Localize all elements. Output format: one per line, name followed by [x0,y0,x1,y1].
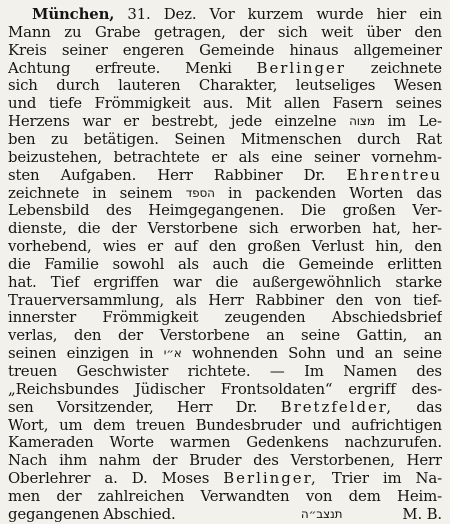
word: auch [212,254,249,273]
word: an [266,326,285,345]
word: großen [247,237,301,256]
word: seinem [119,183,173,202]
word: Bretzfelder, [280,397,394,416]
word: a. [104,469,118,488]
word: wohnenden [191,344,278,363]
word: 31. [127,5,151,23]
word: und [312,415,341,434]
word: als [177,254,199,273]
word: seines [395,94,442,113]
word: hier [376,5,407,23]
word: Herzens [8,112,70,131]
word: Rabbiner [255,290,324,309]
word: eine [271,147,303,166]
word: treuen [8,362,58,380]
word: Verlust [311,237,365,256]
word: Worte [109,433,154,452]
word: zeugenden [224,308,306,327]
word: Abschied. [103,504,176,523]
word: ergriff [348,379,396,398]
word: durch [357,129,401,148]
closing-signature [301,504,442,524]
word: dem [93,415,126,434]
word: Heim- [397,486,442,505]
word: er [147,237,163,256]
word: war [173,272,202,291]
word: — [269,362,285,380]
word: Oberlehrer [8,469,91,488]
word: hat, [372,219,401,238]
word: Gattin, [356,326,408,345]
word: Die [300,201,326,220]
word: Frontsoldaten“ [220,379,333,398]
word: in [228,183,243,202]
word: hinaus [289,40,339,59]
word: zu [64,22,82,41]
word: zahlreichen [97,486,185,505]
word: Herr [176,397,213,416]
word: im [387,112,407,131]
word: von [374,290,402,309]
word: zu [51,129,69,148]
word: leutseliges [295,76,376,95]
word: lauteren [118,76,181,95]
word: den [414,237,442,256]
word: seiner [314,147,360,166]
word: aufrichtigen [351,415,442,434]
author-initials: M. B. [402,504,442,523]
word: bestrebt, [151,112,219,131]
word: D. [131,469,148,488]
word: als [175,290,197,309]
word: Dr. [303,165,326,184]
word: nachzurufen. [344,433,442,452]
word: ihm [59,451,88,470]
word: Frömmigkeit [102,308,199,327]
word: Bundesbruder [195,415,302,434]
word: Grabe [94,22,141,41]
word: Trauerversammlung, [8,290,165,309]
word: der [117,326,143,345]
word: Sohn [288,344,326,363]
word: Wesen [393,76,442,95]
word: großen [342,201,396,220]
word: Fasern [332,94,383,113]
word: verlas, [8,326,58,345]
word: erworben [289,219,362,238]
word: den [414,22,442,41]
word: Aufgaben. [60,165,137,184]
word: der [239,22,265,41]
word: einzelne [274,112,337,131]
word: dienste, [8,219,67,238]
word: von [305,486,333,505]
word: des [106,201,132,220]
word: Jüdischer [134,379,205,398]
word: warmen [169,433,231,452]
word: zeichnete [370,58,442,77]
word: allen [283,94,320,113]
word: Berlinger, [223,469,318,488]
word: Ehrentreu [346,165,442,184]
word: Nach [8,451,48,470]
word: Dr. [235,397,258,416]
word: seinen [8,344,57,363]
word: und [336,344,365,363]
word: Moses [161,469,210,488]
word: Ver- [412,201,442,220]
word: Kameraden [8,433,94,452]
word: ben [8,129,36,148]
word: sen [8,397,34,416]
word: die [77,219,101,238]
word: sich [8,76,38,95]
word: nahm [98,451,141,470]
word: ein [419,5,442,23]
word: Vorsitzender, [56,397,154,416]
word: betätigen. [83,129,159,148]
word: Vor [209,5,235,23]
word: in [139,344,154,363]
word: Gemeinde [199,40,275,59]
word: zeichnete [8,183,80,202]
word: um [59,415,83,434]
word: vornehm- [371,147,442,166]
word: engeren [122,40,184,59]
word: Dez. [163,5,197,23]
word: Mann [8,22,51,41]
word: er [123,112,139,131]
word: Tief [50,272,80,291]
word: beizustehen, [8,147,102,166]
word: Herr [208,290,244,309]
word: als [238,147,260,166]
word: treuen [135,415,185,434]
word: des- [411,379,442,398]
word: tief- [413,290,442,309]
word: über [366,22,401,41]
word: die [215,272,239,291]
word: kurzem [247,5,304,23]
word: her- [411,219,442,238]
word: Frömmigkeit [94,94,191,113]
word: den [335,290,364,309]
word: Bruder [189,451,242,470]
word: der [152,451,178,470]
word: auf [174,237,198,256]
word: מצוה [349,114,375,129]
word: wies [102,237,137,256]
word: Achtung [8,58,71,77]
word: sowohl [112,254,165,273]
word: richtete. [187,362,251,380]
word: Im [304,362,324,380]
word: Berlinger [256,58,346,77]
word: seiner [61,40,108,59]
word: Verstorbenen, [290,451,395,470]
word: Verwandten [200,486,290,505]
article-line [8,504,442,524]
word: Seinen [174,129,226,148]
word: weit [321,22,353,41]
word: Herr [406,451,442,470]
word: in [92,183,107,202]
word: א״י [163,346,182,361]
word: das [416,397,442,416]
word: erlitten [387,254,442,273]
word: er [211,147,227,166]
word: sich [248,219,279,238]
word: aus. [202,94,234,113]
word: jede [230,112,263,131]
word: an [374,344,393,363]
word: seine [403,344,442,363]
word: Verstorbene [159,326,250,345]
word: im [382,469,402,488]
word: wurde [316,5,364,23]
word: den [208,237,237,256]
word: Rat [416,129,442,148]
word: seine [301,326,340,345]
word: sich [277,22,308,41]
word: durch [56,76,100,95]
word: gegangenen [8,504,100,523]
word: hat. [8,272,37,291]
word: Gemeinde [298,254,374,273]
word: men [8,486,41,505]
word: die [262,254,285,273]
word: Mitmenschen [240,129,342,148]
word: innerster [8,308,77,327]
word: packenden [255,183,337,202]
word: Familie [44,254,99,273]
word: betrachtete [113,147,200,166]
word: außergewöhnlich [252,272,382,291]
word: vorhebend, [8,237,92,256]
word: Trier [331,469,369,488]
word: München, [32,5,115,23]
word: Kreis [8,40,47,59]
word: einzigen [66,344,130,363]
word: Na- [415,469,442,488]
word: an [423,326,442,345]
word: sten [8,165,40,184]
word: der [56,486,82,505]
word: die [8,254,31,273]
word: Mit [245,94,272,113]
word: des [253,451,279,470]
word: „Reichsbundes [8,379,119,398]
hebrew-abbreviation: תנצב״ה [300,506,343,521]
word: tiefe [48,94,82,113]
word: des [416,362,442,380]
word: Namen [343,362,397,380]
word: הספד [185,185,215,200]
word: erfreute. [95,58,161,77]
word: Menki [185,58,232,77]
word: Gedenkens [246,433,329,452]
word: Rabbiner [213,165,283,184]
word: Geschwister [76,362,169,380]
word: der [111,219,137,238]
word: den [73,326,102,345]
word: allgemeiner [353,40,442,59]
word: dem [348,486,381,505]
word: Heimgegangenen. [148,201,285,220]
word: Verstorbene [147,219,238,238]
word: Wort, [8,415,49,434]
word: Lebensbild [8,201,90,220]
word: das [416,183,442,202]
word: Worten [349,183,404,202]
word: hin, [375,237,404,256]
word: starke [395,272,442,291]
word: Charakter, [198,76,278,95]
word: ergriffen [93,272,159,291]
word: Abschiedsbrief [331,308,442,327]
word: und [8,94,37,113]
word: Herr [157,165,193,184]
word: getragen, [154,22,226,41]
word: war [82,112,111,131]
word: Le- [418,112,442,131]
